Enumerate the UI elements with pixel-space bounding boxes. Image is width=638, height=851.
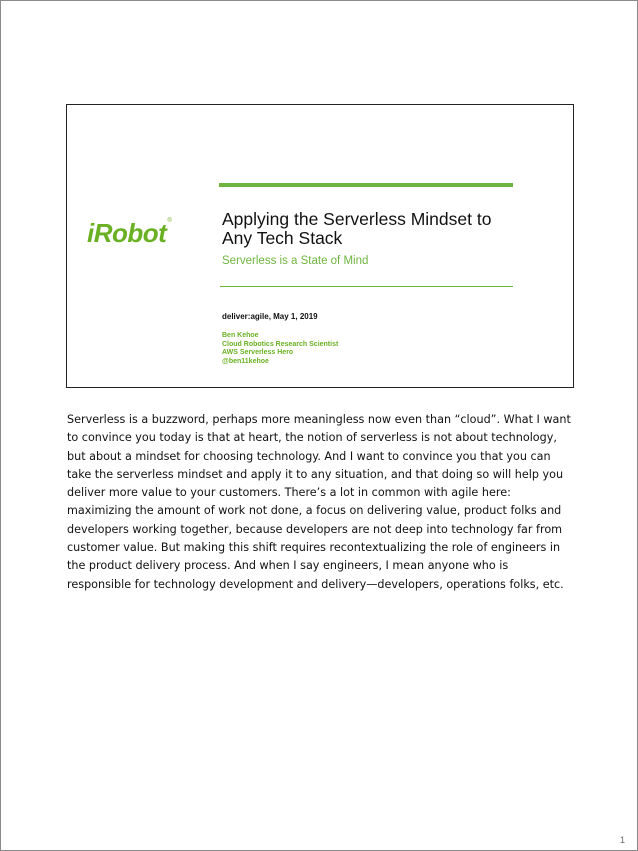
page-number: 1 bbox=[619, 835, 625, 845]
registered-mark: ® bbox=[167, 218, 172, 224]
irobot-logo bbox=[87, 218, 171, 249]
speaker-handle: @ben11kehoe bbox=[222, 357, 269, 365]
speaker-role: Cloud Robotics Research Scientist bbox=[222, 340, 339, 348]
speaker-notes: Serverless is a buzzword, perhaps more meaningless now even than “cloud”. What I want to convince you today is that at heart, the notion of serverless is not about technology, but about a mindset for choosing technology. And I want to convince you that you can take the serverless mindset and apply it to any situation, and that doing so will help you deliver more value to your customers. There’s a lot in common with agile here: maximizing the amount of work not done, a focus on delivering value, product folks and developers working together, because developers are not deep into technology far from customer value. But making this shift requires recontextualizing the role of engineers in the product delivery process. And when I say engineers, I mean anyone who is responsible for technology development and delivery—developers, operations folks, etc. bbox=[67, 413, 571, 591]
slide-title: Applying the Serverless Mindset to Any Tech Stack bbox=[222, 209, 492, 248]
event-info: deliver:agile, May 1, 2019 bbox=[222, 312, 318, 321]
logo-text: iRobot bbox=[87, 218, 167, 248]
slide-subtitle: Serverless is a State of Mind bbox=[222, 255, 369, 267]
speaker-info bbox=[222, 332, 338, 366]
title-top-rule bbox=[219, 183, 513, 187]
slide-thumbnail bbox=[66, 104, 574, 388]
speaker-name: Ben Kehoe bbox=[222, 332, 259, 339]
subtitle-rule bbox=[220, 286, 513, 287]
speaker-title: AWS Serverless Hero bbox=[222, 349, 294, 357]
